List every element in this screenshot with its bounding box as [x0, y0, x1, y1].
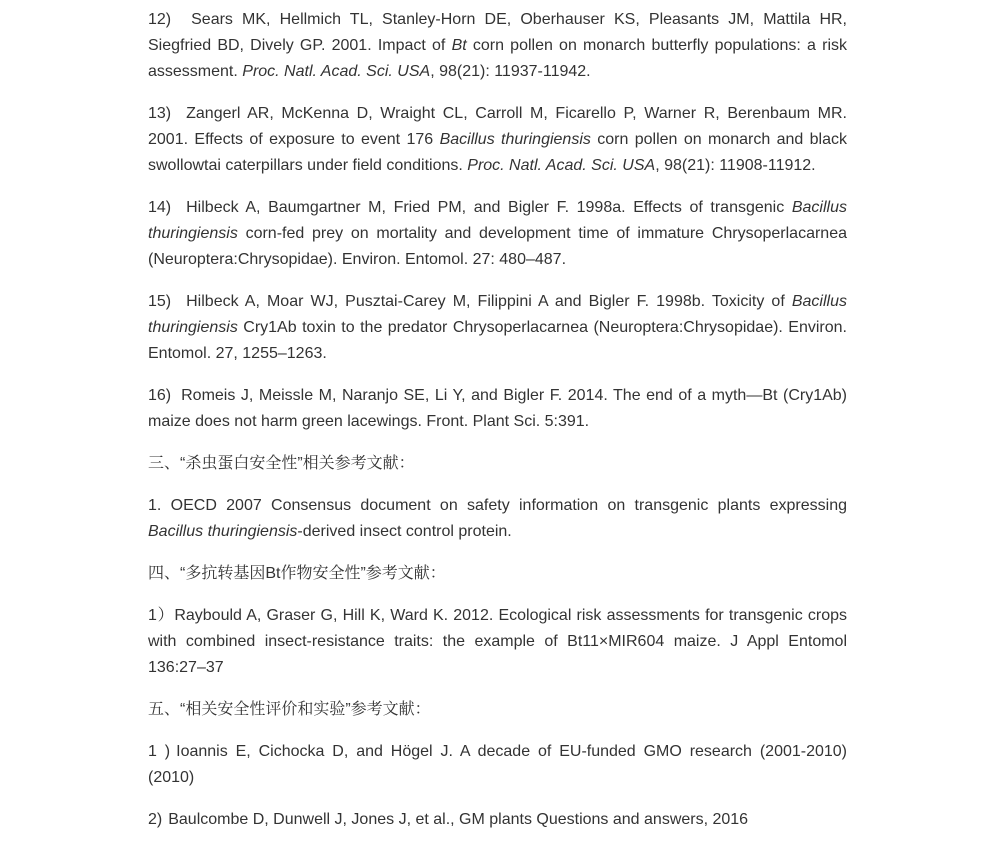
- reference-text: Hilbeck A, Baumgartner M, Fried PM, and Bigler F. 1998a. Effects of transgenic: [186, 199, 792, 216]
- reference-document: [148, 7, 847, 833]
- reference-14: [148, 195, 847, 273]
- reference-number: 1 ): [148, 743, 171, 760]
- reference-number: 14): [148, 199, 172, 216]
- section-heading-5: 五、“相关安全性评价和实验”参考文献：: [148, 701, 431, 718]
- reference-text: Raybould A, Graser G, Hill K, Ward K. 2012. Ecological risk assessments for transgenic crops with combined insect-resistance traits: the example of Bt11×MIR604 maize. J Appl Entomol 136:27–37: [148, 607, 848, 676]
- reference-number: 16): [148, 387, 172, 404]
- section-heading-3: 三、“杀虫蛋白安全性”相关参考文献：: [148, 455, 415, 472]
- reference-text: corn pollen on monarch and black swollowtai caterpillars under field conditions.: [148, 131, 848, 174]
- reference-number: 2): [148, 811, 163, 828]
- journal-name: Proc. Natl. Acad. Sci. USA: [242, 63, 431, 80]
- journal-name: Proc. Natl. Acad. Sci. USA: [467, 157, 656, 174]
- reference-italic: Bt: [451, 37, 467, 54]
- reference-italic: Bacillus thuringiensis: [148, 523, 298, 540]
- section-heading-4: 四、“多抗转基因Bt作物安全性”参考文献：: [148, 565, 446, 582]
- reference-text: Hilbeck A, Moar WJ, Pusztai-Carey M, Filippini A and Bigler F. 1998b. Toxicity of: [186, 293, 792, 310]
- reference-text: OECD 2007 Consensus document on safety information on transgenic plants expressing: [170, 497, 847, 514]
- reference-text: Sears MK, Hellmich TL, Stanley-Horn DE, Oberhauser KS, Pleasants JM, Mattila HR, Siegfried BD, Dively GP. 2001. Impact of: [148, 11, 847, 54]
- reference-text: corn pollen on monarch butterfly populations: a risk assessment.: [148, 37, 848, 80]
- reference-number: 15): [148, 293, 172, 310]
- reference-number: 13): [148, 105, 172, 122]
- reference-15: [148, 289, 847, 367]
- section5-reference-2: [148, 807, 847, 833]
- reference-text: Cry1Ab toxin to the predator Chrysoperlacarnea (Neuroptera:Chrysopidae). Environ. Entomol. 27, 1255–1263.: [148, 319, 847, 362]
- reference-text: Zangerl AR, McKenna D, Wraight CL, Carroll M, Ficarello P, Warner R, Berenbaum MR. 2001. Effects of exposure to event 176: [148, 105, 847, 148]
- reference-text: corn-fed prey on mortality and development time of immature Chrysoperlacarnea (Neuroptera:Chrysopidae). Environ. Entomol. 27: 480–487.: [148, 225, 847, 268]
- section3-reference-1: [148, 493, 847, 545]
- reference-italic: Bacillus thuringiensis: [148, 293, 847, 336]
- reference-text: Romeis J, Meissle M, Naranjo SE, Li Y, and Bigler F. 2014. The end of a myth—Bt (Cry1Ab) maize does not harm green lacewings. Front. Plant Sci. 5:391.: [148, 387, 847, 430]
- reference-text: Baulcombe D, Dunwell J, Jones J, et al., GM plants Questions and answers, 2016: [168, 811, 749, 828]
- reference-text: , 98(21): 11937-11942.: [430, 63, 591, 80]
- section4-reference-1: [148, 603, 847, 681]
- reference-16: [148, 383, 847, 435]
- reference-text: -derived insect control protein.: [297, 523, 512, 540]
- reference-italic: Bacillus thuringiensis: [439, 131, 591, 148]
- reference-12: [148, 7, 847, 85]
- reference-number: 12): [148, 11, 172, 28]
- section5-reference-1: [148, 739, 847, 791]
- reference-text: Ioannis E, Cichocka D, and Högel J. A decade of EU-funded GMO research (2001-2010) (2010): [148, 743, 848, 786]
- reference-italic: Bacillus thuringiensis: [148, 199, 847, 242]
- reference-number: 1）: [148, 607, 175, 624]
- reference-text: , 98(21): 11908-11912.: [655, 157, 816, 174]
- reference-number: 1.: [148, 497, 162, 514]
- reference-13: [148, 101, 847, 179]
